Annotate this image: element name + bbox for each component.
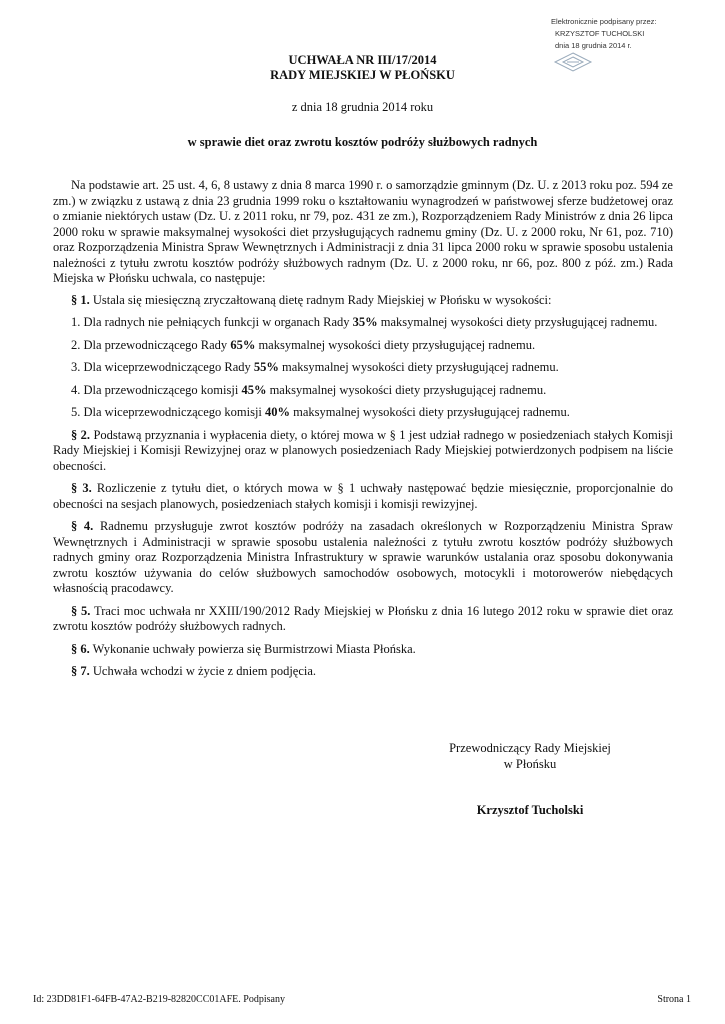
- document-subject: w sprawie diet oraz zwrotu kosztów podróży służbowych radnych: [187, 135, 538, 149]
- section-6-text: Wykonanie uchwały powierza się Burmistrzowi Miasta Płońska.: [92, 641, 416, 656]
- section-1-item-1: [53, 315, 673, 331]
- item-text: maksymalnej wysokości diety przysługującej radnemu.: [266, 382, 547, 397]
- section-1-item-3: [53, 360, 673, 376]
- item-percent: 65%: [230, 337, 256, 352]
- item-text: maksymalnej wysokości diety przysługującej radnemu.: [290, 405, 570, 419]
- section-1-number: § 1.: [71, 292, 90, 307]
- item-percent: 45%: [241, 382, 267, 397]
- signature-line-1: Elektronicznie podpisany przez:: [551, 17, 657, 26]
- item-percent: 35%: [352, 315, 378, 329]
- preamble: Na podstawie art. 25 ust. 4, 6, 8 ustawy z dnia 8 marca 1990 r. o samorządzie gminnym (Dz. U. z 2013 roku poz. 594 ze zm.) w związku z ustawą z dnia 23 grudnia 1999 roku o kształtowaniu wynagrodzeń w państwowej sferze budżetowej oraz o zmianie niektórych ustaw (Dz. U. z 2011 roku, nr 79, poz. 431 ze zm.), Rozporządzeniem Rady Ministrów z dnia 26 lipca 2000 roku w sprawie maksymalnej wysokości diet przysługujących radnemu gminy (Dz. U. z 2000 roku, Nr 61, poz. 710) oraz Rozporządzenia Ministra Spraw Wewnętrznych i Administracji z dnia 31 lipca 2000 roku w sprawie sposobu ustalenia należności z tytułu zwrotu kosztów podróży służbowych radnym (Dz. U. z 2000 roku, nr 66, poz. 800 z póź. zm.) Rada Miejska w Płońsku uchwala, co następuje:: [53, 178, 673, 285]
- page-number: Strona 1: [657, 994, 691, 1005]
- signer-block: [380, 740, 680, 772]
- document-title: UCHWAŁA NR III/17/2014: [288, 53, 437, 67]
- section-3-number: § 3.: [71, 481, 92, 495]
- section-3-text: Rozliczenie z tytułu diet, o których mowa w § 1 uchwały następować będzie miesięcznie, proporcjonalnie do obecności na sesjach planowych, posiedzeniach stałych komisji i komisji rewizyjnej.: [53, 481, 674, 511]
- document-subtitle: RADY MIEJSKIEJ W PŁOŃSKU: [270, 68, 455, 82]
- document-date: z dnia 18 grudnia 2014 roku: [291, 100, 434, 114]
- section-5-number: § 5.: [71, 603, 91, 618]
- section-4-text: Radnemu przysługuje zwrot kosztów podróży na zasadach określonych w Rozporządzeniu Ministra Spraw Wewnętrznych i Administracji w sprawie sposobu ustalenia należności z tytułu zwrotu kosztów podróży służbowych radnych gminy oraz Rozporządzenia Ministra Infrastruktury w sprawie warunków ustalania oraz sposobu dokonywania zwrotu kosztów używania do celów służbowych samochodów osobowych, motocykli i motorowerów niebędących własnością pracodawcy.: [53, 519, 673, 595]
- document-body: [53, 178, 673, 680]
- electronic-signature-info: [551, 16, 721, 52]
- section-7: [53, 664, 673, 680]
- item-percent: 40%: [265, 405, 291, 419]
- signer-role-location: w Płońsku: [503, 757, 557, 771]
- section-2-number: § 2.: [71, 427, 91, 442]
- item-percent: 55%: [253, 360, 279, 374]
- item-text: 5. Dla wiceprzewodniczącego komisji: [71, 405, 266, 419]
- section-2-text: Podstawą przyznania i wypłacenia diety, o której mowa w § 1 jest udział radnego w posiedzeniach stałych Komisji Rady Miejskiej i Komisji Rewizyjnej oraz w planowych posiedzeniach Rady Miejskiej potwierdzonych podpisem na liście obecności.: [53, 427, 674, 473]
- section-1: [53, 293, 673, 309]
- signer-role: Przewodniczący Rady Miejskiej: [449, 741, 611, 755]
- section-6-number: § 6.: [71, 641, 90, 656]
- section-4-number: § 4.: [71, 519, 94, 533]
- document-id: Id: 23DD81F1-64FB-47A2-B219-82820CC01AFE. Podpisany: [33, 994, 285, 1005]
- section-5-text: Traci moc uchwała nr XXIII/190/2012 Rady Miejskiej w Płońsku z dnia 16 lutego 2012 roku w sprawie diet oraz zwrotu kosztów podróży służbowych radnych.: [53, 603, 673, 633]
- section-1-item-2: [53, 338, 673, 354]
- section-7-text: Uchwała wchodzi w życie z dniem podjęcia.: [92, 664, 317, 678]
- item-text: maksymalnej wysokości diety przysługującej radnemu.: [278, 360, 559, 374]
- section-6: [53, 642, 673, 658]
- signature-line-3: dnia 18 grudnia 2014 r.: [555, 41, 632, 50]
- item-text: 2. Dla przewodniczącego Rady: [71, 337, 231, 352]
- item-text: maksymalnej wysokości diety przysługującej radnemu.: [377, 315, 658, 329]
- item-text: 1. Dla radnych nie pełniących funkcji w organach Rady: [71, 315, 353, 329]
- section-7-number: § 7.: [71, 664, 90, 678]
- section-4: [53, 519, 673, 597]
- section-1-item-4: [53, 383, 673, 399]
- section-1-text: Ustala się miesięczną zryczałtowaną dietę radnym Rady Miejskiej w Płońsku w wysokości:: [92, 292, 552, 307]
- section-2: [53, 428, 673, 475]
- signer-name: Krzysztof Tucholski: [476, 803, 584, 817]
- section-5: [53, 604, 673, 635]
- item-text: maksymalnej wysokości diety przysługującej radnemu.: [255, 337, 536, 352]
- section-1-item-5: [53, 405, 673, 421]
- item-text: 4. Dla przewodniczącego komisji: [71, 382, 242, 397]
- signature-line-2: KRZYSZTOF TUCHOLSKI: [555, 29, 645, 38]
- item-text: 3. Dla wiceprzewodniczącego Rady: [71, 360, 254, 374]
- section-3: [53, 481, 673, 512]
